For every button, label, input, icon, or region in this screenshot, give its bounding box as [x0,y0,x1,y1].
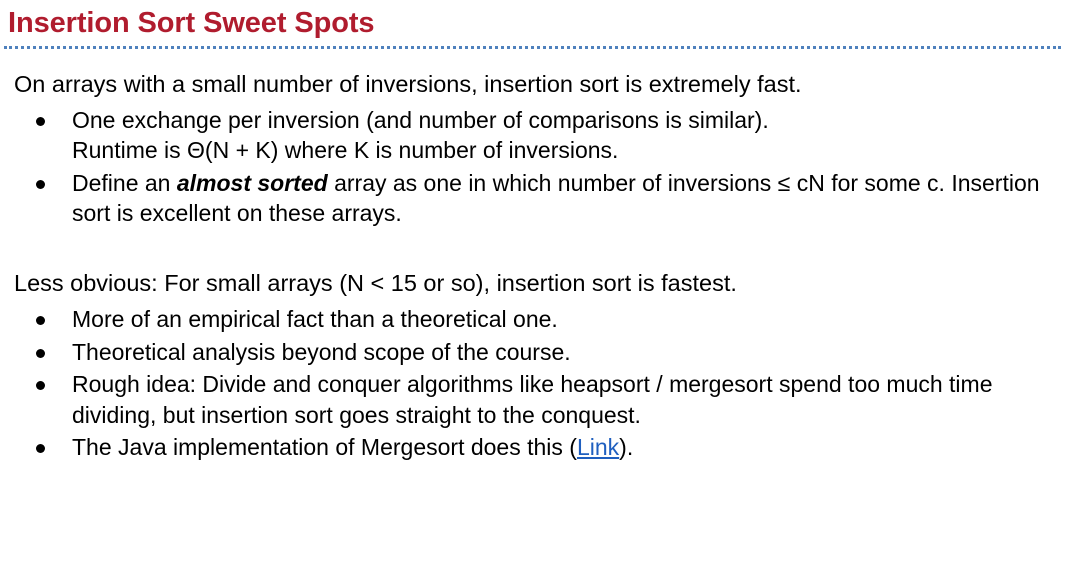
section1-lead: On arrays with a small number of inversions, insertion sort is extremely fast. [14,70,802,97]
bullet-text: Theoretical analysis beyond scope of the course. [72,338,571,365]
page-title: Insertion Sort Sweet Spots [8,7,375,39]
emphasized-term: almost sorted [176,169,328,196]
list-item [14,337,1051,367]
list-item [14,369,1051,430]
bullet-line-2: Runtime is Θ(N + K) where K is number of inversions. [72,137,619,164]
list-item [14,168,1051,229]
bullet-text: Rough idea: Divide and conquer algorithms like heapsort / mergesort spend too much time dividing, but insertion sort goes straight to the conquest. [72,371,993,428]
list-item [14,105,1051,166]
section-gap [14,230,1051,264]
bullet-text-post: ). [619,433,634,460]
mergesort-link[interactable]: Link [576,433,620,460]
slide-body [0,49,1065,462]
list-item [14,304,1051,334]
list-item [14,432,1051,462]
bullet-line-1: One exchange per inversion (and number of comparisons is similar). [72,106,769,133]
section2-lead: Less obvious: For small arrays (N < 15 or so), insertion sort is fastest. [14,270,737,297]
bullet-text-pre: The Java implementation of Mergesort does this ( [72,433,577,460]
section2-bullet-list [14,304,1051,462]
section1-bullet-list [14,105,1051,228]
bullet-text-post: array as one in which number of inversions ≤ cN for some c. Insertion sort is excellent on these arrays. [72,169,1040,227]
bullet-text: More of an empirical fact than a theoretical one. [72,306,558,333]
bullet-text-pre: Define an [72,169,177,196]
